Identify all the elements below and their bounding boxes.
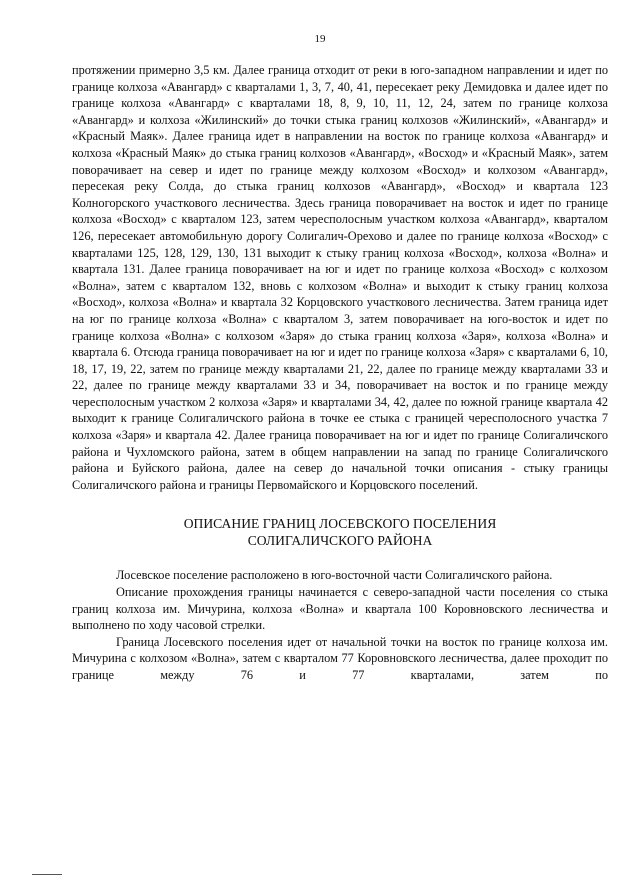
paragraph-boundary-continuation: протяжении примерно 3,5 км. Далее граница отходит от реки в юго-западном направлении и идет по границе колхоза «Авангард» с кварталами 1, 3, 7, 40, 41, пересекает реку Демидовка и далее идет по границе колхоза «Авангард» с кварталами 18, 8, 9, 10, 11, 12, 24, затем по границе колхоза «Авангард» и колхоза «Жилинский» до точки стыка границ колхозов «Жилинский», «Авангард» и «Красный Маяк». Далее граница идет в направлении на восток по границе колхоза «Авангард» и колхоза «Красный Маяк» до стыка границ колхозов «Авангард», «Восход» и «Красный Маяк», затем поворачивает на север и идет по границе между колхозом «Восход» и колхозом «Авангард», пересекая реку Солда, до стыка границ колхозов «Авангард», «Восход» и квартала 123 Колногорского участкового лесничества. Здесь граница поворачивает на восток и идет по границе колхоза «Восход» с кварталом 123, затем чересполосным участком колхоза «Авангард», кварталом 126, пересекает автомобильную дорогу Солигалич-Орехово и далее по границе колхоза «Восход» с кварталами 125, 128, 129, 130, 131 выходит к стыку границ колхоза «Восход», колхоза «Волна» и квартала 131. Далее граница поворачивает на юг и идет по границе колхоза «Восход» с колхозом «Волна», затем с кварталом 132, вновь с колхозом «Волна» и выходит к стыку границ колхоза «Восход», колхоза «Волна» и квартала 32 Корцовского участкового лесничества. Затем граница идет на юг по границе колхоза «Волна» с кварталом 3, затем поворачивает на юго-восток и идет по границе колхоза «Волна» с колхозом «Заря» до стыка границ колхоза «Заря», колхоза «Волна» и квартала 6. Отсюда граница поворачивает на юг и идет по границе колхоза «Заря» с кварталами 6, 10, 18, 17, 19, 22, затем по границе между кварталами 21, 22, далее по границе между кварталами 33 и 22, далее по границе между кварталами 33 и 34, поворачивает на восток и по границе между чересполосным участком 2 колхоза «Заря» и кварталами 34, 42, далее по южной границе квартала 42 выходит к границе Солигаличского района в точке ее стыка с границей чересполосного участка 7 колхоза «Заря» и квартала 42. Далее граница поворачивает на юг и идет по границе Солигаличского района и Чухломского района, затем в общем направлении на запад по границе Солигаличского района и Буйского района, далее на север до начальной точки описания - стыку границы Солигаличского района и границы Первомайского и Корцовского поселений.	[72, 63, 608, 492]
footnote-separator	[32, 874, 62, 875]
section-heading-line-2: СОЛИГАЛИЧСКОГО РАЙОНА	[247, 533, 433, 549]
section-heading	[72, 515, 608, 549]
document-body	[72, 62, 608, 684]
paragraph-boundary-route: Граница Лосевского поселения идет от начальной точки на восток по границе колхоза им. Мичурина с колхозом «Волна», затем с кварталом 77 Коровновского лесничества, далее проходит по границе между 76 и 77 кварталами, затем по	[72, 634, 608, 682]
paragraph-location: Лосевское поселение расположено в юго-восточной части Солигаличского района.	[116, 568, 553, 583]
section-heading-line-1: ОПИСАНИЕ ГРАНИЦ ЛОСЕВСКОГО ПОСЕЛЕНИЯ	[183, 516, 497, 532]
paragraph-description-start: Описание прохождения границы начинается с северо-западной части поселения со стыка границ колхоза им. Мичурина, колхоза «Волна» и квартала 100 Коровновского лесничества и выполнено по ходу часовой стрелки.	[72, 585, 608, 633]
page-number: 19	[314, 33, 326, 45]
